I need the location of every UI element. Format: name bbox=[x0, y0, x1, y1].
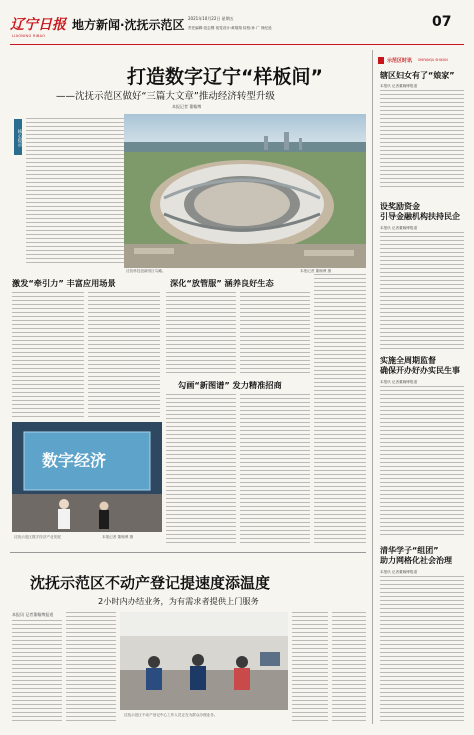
bottom-text-c bbox=[292, 612, 328, 724]
right-item-byline-2: 本报讯 记者董翰博报道 bbox=[380, 226, 418, 230]
lead-subtitle: ——沈抚示范区做好“三篇大文章”推动经济转型升级 bbox=[56, 91, 275, 102]
divider bbox=[10, 552, 366, 553]
section-3-text-a bbox=[166, 394, 236, 544]
lead-intro-text bbox=[26, 118, 124, 266]
right-item-title-1: 辖区妇女有了“娘家” bbox=[380, 71, 455, 80]
section-1-text-a bbox=[12, 292, 84, 418]
lead-byline: 本报记者 董翰博 bbox=[172, 104, 202, 109]
section-3-text-b bbox=[240, 394, 310, 544]
right-item-text-4 bbox=[380, 576, 464, 724]
right-item-title-4: 清华学子“组团” 助力网格化社会治理 bbox=[380, 546, 452, 565]
right-item-text-3 bbox=[380, 386, 464, 536]
page-number: 07 bbox=[432, 14, 452, 30]
right-item-title-3: 实施全周期监督 确保开办好办实民生事 bbox=[380, 356, 460, 375]
masthead-date: 2021年10月22日 星期五 bbox=[188, 16, 234, 21]
masthead-rule bbox=[10, 44, 464, 45]
right-item-byline-4: 本报讯 记者董翰博报道 bbox=[380, 570, 418, 574]
right-item-title-2: 设奖励资金 引导金融机构扶持民企 bbox=[380, 202, 460, 221]
lead-title: 打造数字辽宁“样板间” bbox=[127, 66, 323, 88]
inset-caption: 沈抚示范区数字经济产业发展 bbox=[14, 535, 61, 539]
lead-text-col-4 bbox=[314, 274, 366, 544]
right-item-text-2 bbox=[380, 232, 464, 350]
lead-photo bbox=[124, 114, 366, 268]
right-item-byline-3: 本报讯 记者董翰博报道 bbox=[380, 380, 418, 384]
sidebar-label: 核心提示 bbox=[14, 119, 22, 155]
aerial-building-image bbox=[124, 114, 366, 268]
bottom-text-a bbox=[12, 620, 62, 724]
bottom-text-d bbox=[332, 612, 366, 724]
section-title-2: 深化“放管服” 涵养良好生态 bbox=[170, 278, 274, 288]
bookmark-icon bbox=[378, 57, 384, 64]
paper-pinyin: LIAONING RIBAO bbox=[12, 34, 46, 38]
bottom-text-b bbox=[66, 612, 116, 724]
lead-photo-credit: 本报记者 董翰博 摄 bbox=[300, 269, 332, 273]
right-item-text-1 bbox=[380, 90, 464, 190]
right-column-header-pinyin: SHIFANQU SHIXUN bbox=[418, 58, 448, 62]
editor-line: 责任编辑:范志钢 视觉设计:黄翔翔 检校:孙 广 徐纪延 bbox=[188, 26, 272, 30]
lead-photo-caption: 沈抚科技创新园区鸟瞰。 bbox=[126, 269, 166, 273]
section-1-text-b bbox=[88, 292, 160, 418]
right-column-header bbox=[378, 56, 464, 66]
bottom-byline: 本报讯 记者董翰博报道 bbox=[12, 612, 54, 617]
right-column-rule bbox=[372, 50, 373, 724]
paper-logo: 辽宁日报 bbox=[10, 17, 66, 33]
bottom-photo bbox=[120, 612, 288, 710]
section-2-text-a bbox=[166, 292, 236, 374]
inset-photo bbox=[12, 422, 162, 532]
section-title-1: 激发“牵引力” 丰富应用场景 bbox=[12, 278, 116, 288]
right-column-header-title: 示范区时讯 bbox=[387, 58, 413, 64]
bottom-title: 沈抚示范区不动产登记提速度添温度 bbox=[30, 574, 271, 592]
inset-credit: 本报记者 董翰博 摄 bbox=[102, 535, 134, 539]
bottom-photo-caption: 沈抚示范区不动产登记中心工作人员正在为群众办理业务。 bbox=[124, 713, 218, 717]
section-2-text-b bbox=[240, 292, 310, 374]
right-item-byline-1: 本报讯 记者董翰博报道 bbox=[380, 84, 418, 88]
bottom-subtitle: 2小时内办结业务，为有需求者提供上门服务 bbox=[98, 596, 259, 606]
section-title-3: 勾画“新图谱” 发力精准招商 bbox=[178, 380, 282, 390]
section-title: 地方新闻·沈抚示范区 bbox=[72, 18, 185, 32]
inset-screen-text: 数字经济 bbox=[42, 451, 107, 470]
